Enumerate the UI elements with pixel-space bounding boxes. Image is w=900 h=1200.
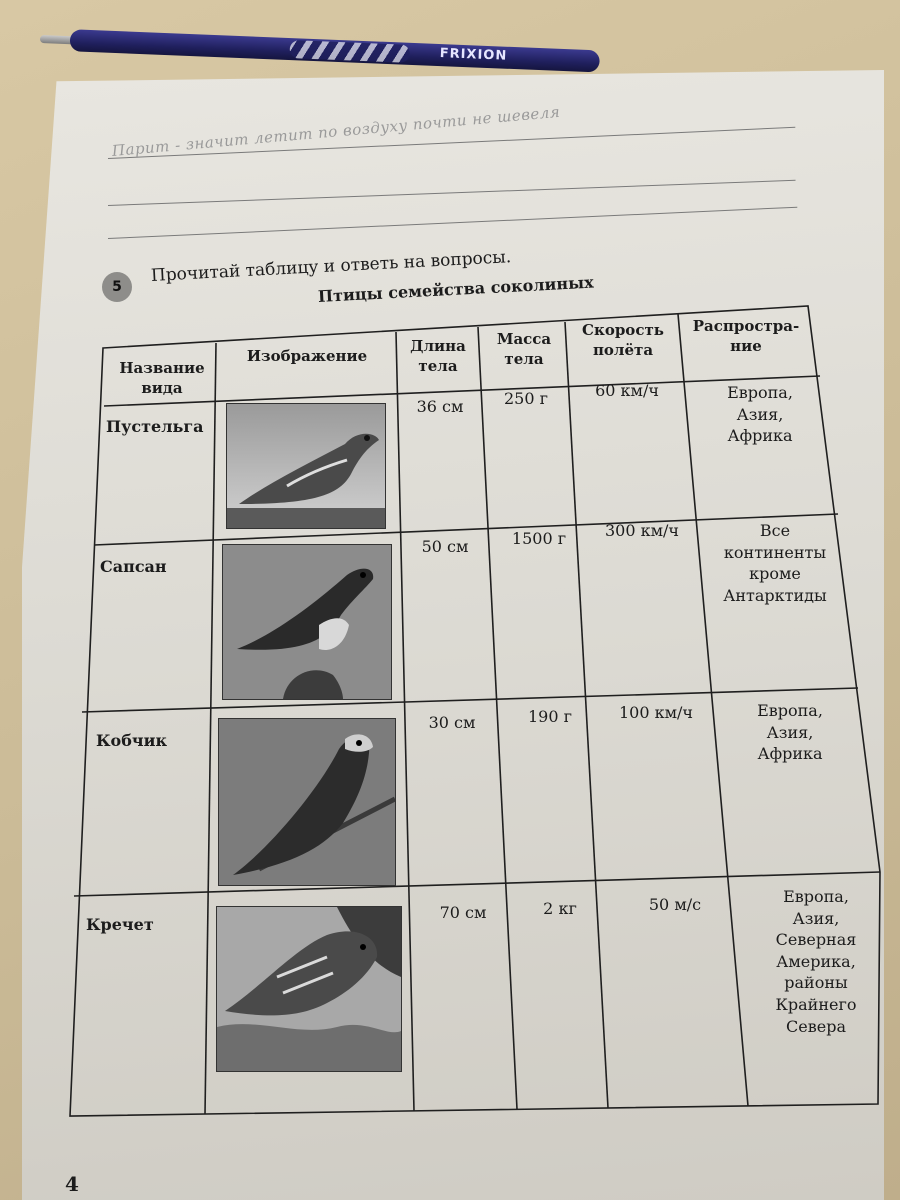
peregrine-photo — [222, 544, 392, 700]
row-3-range: Европа, Азия, Африка — [757, 701, 823, 764]
task-number-badge: 5 — [102, 272, 132, 302]
task-instruction: Прочитай таблицу и ответь на вопросы. — [150, 247, 512, 286]
red-footed-falcon-photo — [218, 718, 396, 886]
row-4-length: 70 см — [439, 903, 487, 922]
header-mass: Масса тела — [496, 330, 552, 369]
row-1-length: 36 см — [416, 397, 464, 416]
row-2-speed: 300 км/ч — [604, 521, 680, 540]
gyrfalcon-photo — [216, 906, 402, 1072]
header-name: Название вида — [119, 359, 205, 398]
kestrel-photo — [226, 403, 386, 529]
row-1-mass: 250 г — [503, 389, 548, 408]
row-2-length: 50 см — [421, 537, 469, 556]
row-3-speed: 100 км/ч — [618, 703, 694, 722]
header-length: Длина тела — [410, 337, 466, 376]
header-range: Распростра-ние — [692, 317, 800, 356]
header-image: Изображение — [246, 347, 368, 365]
row-4-name: Кречет — [86, 915, 154, 934]
row-1-speed: 60 км/ч — [595, 381, 659, 400]
row-3-length: 30 см — [428, 713, 476, 732]
row-1-name: Пустельга — [106, 417, 204, 436]
row-2-range: Все континенты кроме Антарктиды — [723, 521, 827, 605]
row-2-name: Сапсан — [100, 557, 167, 576]
row-4-range: Европа, Азия, Северная Америка, районы Крайнего Севера — [775, 887, 857, 1036]
row-2-mass: 1500 г — [511, 529, 567, 548]
row-4-speed: 50 м/с — [648, 895, 702, 914]
header-speed: Скорость полёта — [582, 321, 664, 360]
pen-brand: FRIXION — [439, 46, 508, 64]
table-title: Птицы семейства соколиных — [317, 272, 595, 306]
handwritten-answer: Парит - значит летит по воздуху почти не шевеля — [111, 102, 561, 160]
row-4-mass: 2 кг — [543, 899, 577, 918]
page-number: 4 — [65, 1172, 79, 1196]
row-3-name: Кобчик — [96, 731, 168, 750]
row-1-range: Европа, Азия, Африка — [727, 383, 793, 446]
row-3-mass: 190 г — [527, 707, 572, 726]
